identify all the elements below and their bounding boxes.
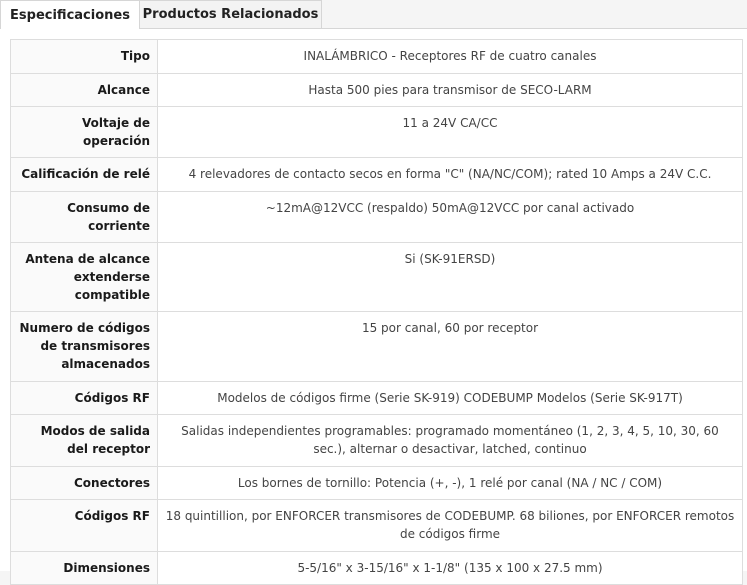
- spec-label-numero-codigos: Numero de códigos de transmisores almacenados: [11, 312, 158, 382]
- tab-productos-relacionados[interactable]: Productos Relacionados: [139, 0, 322, 28]
- spec-value-voltaje: 11 a 24V CA/CC: [158, 107, 743, 158]
- spec-label-codigos-rf-2: Códigos RF: [11, 500, 158, 552]
- spec-value-tipo: INALÁMBRICO - Receptores RF de cuatro canales: [158, 40, 743, 74]
- spec-value-alcance: Hasta 500 pies para transmisor de SECO-LARM: [158, 74, 743, 107]
- spec-label-dimensiones: Dimensiones: [11, 552, 158, 585]
- spec-label-conectores: Conectores: [11, 467, 158, 500]
- spec-value-calificacion-rele: 4 relevadores de contacto secos en forma "C" (NA/NC/COM); rated 10 Amps a 24V C.C.: [158, 158, 743, 192]
- table-row: [11, 74, 743, 107]
- specifications-panel: [0, 28, 747, 575]
- spec-value-codigos-rf: Modelos de códigos firme (Serie SK-919) CODEBUMP Modelos (Serie SK-917T): [158, 382, 743, 415]
- spec-value-codigos-rf-2: 18 quintillion, por ENFORCER transmisores de CODEBUMP. 68 biliones, por ENFORCER remotos de códigos firme: [158, 500, 743, 552]
- specifications-table: [10, 39, 743, 585]
- spec-label-modos-salida: Modos de salida del receptor: [11, 415, 158, 467]
- tab-especificaciones[interactable]: Especificaciones: [0, 0, 140, 29]
- table-row: [11, 382, 743, 415]
- spec-value-modos-salida: Salidas independientes programables: programado momentáneo (1, 2, 3, 4, 5, 10, 30, 60 sec.), alternar o desactivar, latched, continuo: [158, 415, 743, 467]
- table-row: [11, 192, 743, 243]
- table-row: [11, 415, 743, 467]
- spec-value-dimensiones: 5-5/16" x 3-15/16" x 1-1/8" (135 x 100 x 27.5 mm): [158, 552, 743, 585]
- table-row: [11, 107, 743, 158]
- spec-label-voltaje: Voltaje de operación: [11, 107, 158, 158]
- table-row: [11, 552, 743, 585]
- spec-value-antena: Si (SK-91ERSD): [158, 243, 743, 312]
- spec-value-conectores: Los bornes de tornillo: Potencia (+, -), 1 relé por canal (NA / NC / COM): [158, 467, 743, 500]
- spec-label-consumo: Consumo de corriente: [11, 192, 158, 243]
- table-row: [11, 467, 743, 500]
- tab-bar: [0, 0, 322, 28]
- spec-label-codigos-rf: Códigos RF: [11, 382, 158, 415]
- spec-label-tipo: Tipo: [11, 40, 158, 74]
- spec-value-consumo: ~12mA@12VCC (respaldo) 50mA@12VCC por canal activado: [158, 192, 743, 243]
- table-row: [11, 500, 743, 552]
- spec-label-alcance: Alcance: [11, 74, 158, 107]
- table-row: [11, 243, 743, 312]
- table-row: [11, 40, 743, 74]
- table-row: [11, 312, 743, 382]
- spec-label-calificacion-rele: Calificación de relé: [11, 158, 158, 192]
- spec-label-antena: Antena de alcance extenderse compatible: [11, 243, 158, 312]
- table-row: [11, 158, 743, 192]
- spec-value-numero-codigos: 15 por canal, 60 por receptor: [158, 312, 743, 382]
